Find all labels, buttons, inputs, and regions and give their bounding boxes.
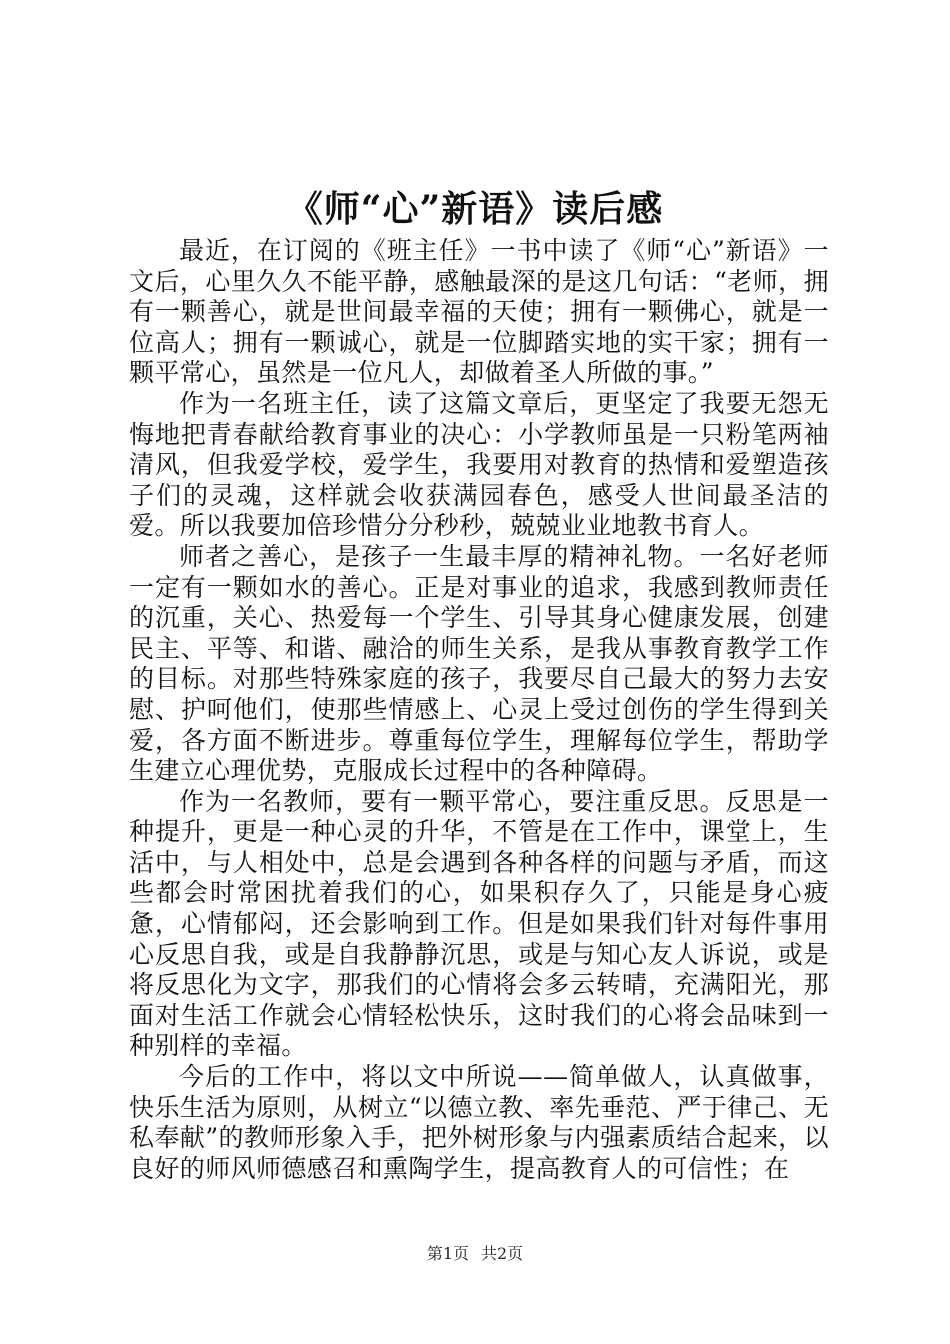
paragraph-2: 作为一名班主任，读了这篇文章后，更坚定了我要无怨无悔地把青春献给教育事业的决心：小学教师虽是一只粉笔两袖清风，但我爱学校，爱学生，我要用对教育的热情和爱塑造孩子们的灵魂，这样就会收获满园春色，感受人世间最圣洁的爱。所以我要加倍珍惜分分秒秒，兢兢业业地教书育人。: [129, 388, 829, 541]
paragraph-4: 作为一名教师，要有一颗平常心，要注重反思。反思是一种提升，更是一种心灵的升华，不管是在工作中，课堂上，生活中，与人相处中，总是会遇到各种各样的问题与矛盾，而这些都会时常困扰着我们的心，如果积存久了，只能是身心疲惫，心情郁闷，还会影响到工作。但是如果我们针对每件事用心反思自我，或是自我静静沉思，或是与知心友人诉说，或是将反思化为文字，那我们的心情将会多云转晴，充满阳光，那面对生活工作就会心情轻松快乐，这时我们的心将会品味到一种别样的幸福。: [129, 786, 829, 1061]
paragraph-1: 最近，在订阅的《班主任》一书中读了《师“心”新语》一文后，心里久久不能平静，感触最深的是这几句话：“老师，拥有一颗善心，就是世间最幸福的天使；拥有一颗佛心，就是一位高人；拥有一颗诚心，就是一位脚踏实地的实干家；拥有一颗平常心，虽然是一位凡人，却做着圣人所做的事。”: [129, 236, 829, 388]
page-footer: [0, 1243, 950, 1265]
page-number-total: 共2页: [481, 1244, 524, 1263]
paragraph-5: 今后的工作中，将以文中所说——简单做人，认真做事，快乐生活为原则，从树立“以德立教、率先垂范、严于律己、无私奉献”的教师形象入手，把外树形象与内强素质结合起来，以良好的师风师德感召和熏陶学生，提高教育人的可信性；在: [129, 1062, 829, 1183]
page-number-current: 第1页: [426, 1244, 469, 1263]
document-title: 《师“心”新语》读后感: [286, 188, 664, 230]
document-body: [129, 236, 829, 1184]
paragraph-3: 师者之善心，是孩子一生最丰厚的精神礼物。一名好老师一定有一颗如水的善心。正是对事业的追求，我感到教师责任的沉重，关心、热爱每一个学生、引导其身心健康发展，创建民主、平等、和谐、融洽的师生关系，是我从事教育教学工作的目标。对那些特殊家庭的孩子，我要尽自己最大的努力去安慰、护呵他们，使那些情感上、心灵上受过创伤的学生得到关爱，各方面不断进步。尊重每位学生，理解每位学生，帮助学生建立心理优势，克服成长过程中的各种障碍。: [129, 541, 829, 786]
